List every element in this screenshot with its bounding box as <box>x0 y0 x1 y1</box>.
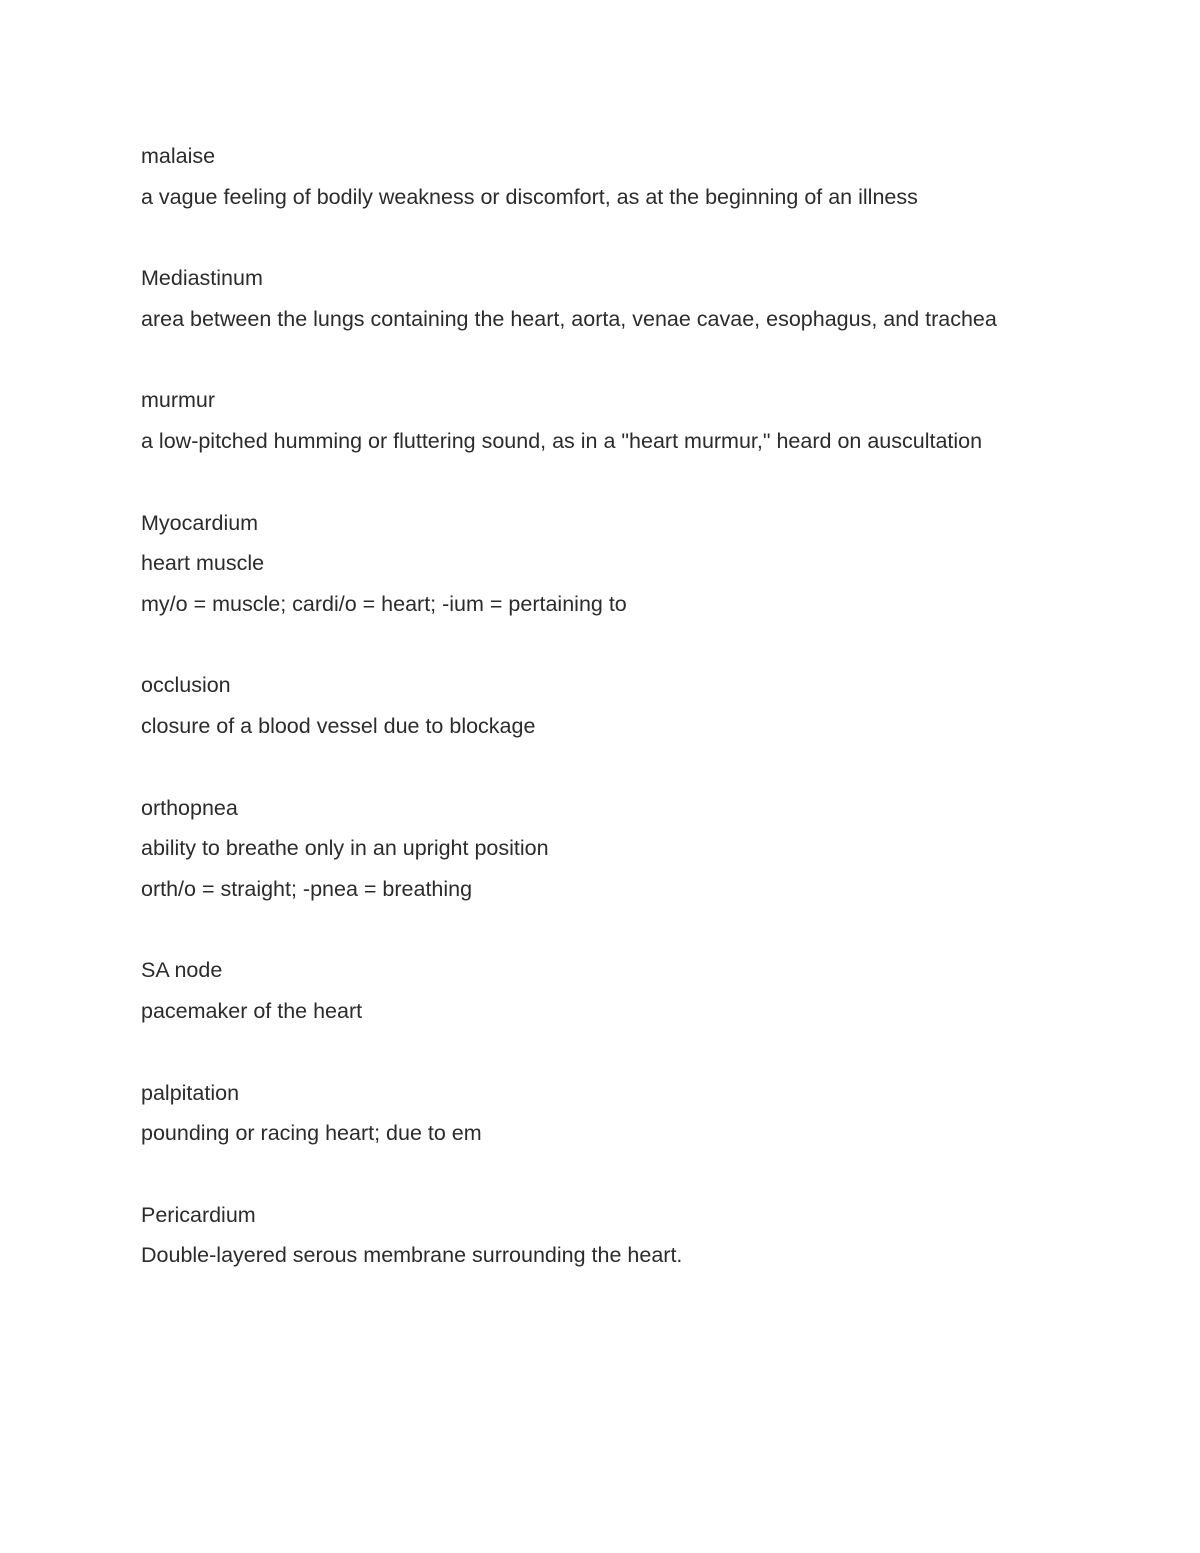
entry-definition: heart muscle <box>141 551 265 576</box>
glossary-entry-palpitation <box>141 1073 1041 1154</box>
entry-term: SA node <box>141 958 223 983</box>
entry-term: Myocardium <box>141 510 259 535</box>
entry-definition: area between the lungs containing the heart, aorta, venae cavae, esophagus, and trachea <box>141 306 997 331</box>
glossary-entry-occlusion <box>141 665 1041 746</box>
glossary-entry-myocardium <box>141 503 1041 625</box>
glossary-entry-orthopnea <box>141 788 1041 910</box>
entry-term: Pericardium <box>141 1202 256 1227</box>
entry-definition: pacemaker of the heart <box>141 998 363 1023</box>
document-page <box>141 136 1041 1317</box>
glossary-entry-sa-node <box>141 950 1041 1031</box>
glossary-entry-malaise <box>141 136 1041 217</box>
glossary-entry-mediastinum <box>141 258 1041 339</box>
entry-word-parts: my/o = muscle; cardi/o = heart; -ium = pertaining to <box>141 591 627 616</box>
entry-term: malaise <box>141 144 216 168</box>
entry-definition: pounding or racing heart; due to em <box>141 1121 482 1146</box>
entry-definition: ability to breathe only in an upright position <box>141 836 549 861</box>
glossary-entry-pericardium <box>141 1195 1041 1276</box>
glossary-entry-murmur <box>141 380 1041 461</box>
entry-term: orthopnea <box>141 795 238 820</box>
entry-definition: closure of a blood vessel due to blockage <box>141 713 536 738</box>
entry-definition: a vague feeling of bodily weakness or discomfort, as at the beginning of an illness <box>141 184 918 209</box>
entry-word-parts: orth/o = straight; -pnea = breathing <box>141 876 473 901</box>
entry-term: murmur <box>141 388 216 413</box>
entry-definition: a low-pitched humming or fluttering sound, as in a "heart murmur," heard on auscultation <box>141 428 983 453</box>
entry-definition: Double-layered serous membrane surrounding the heart. <box>141 1243 683 1268</box>
entry-term: Mediastinum <box>141 266 263 291</box>
entry-term: palpitation <box>141 1080 240 1105</box>
entry-term: occlusion <box>141 673 231 698</box>
